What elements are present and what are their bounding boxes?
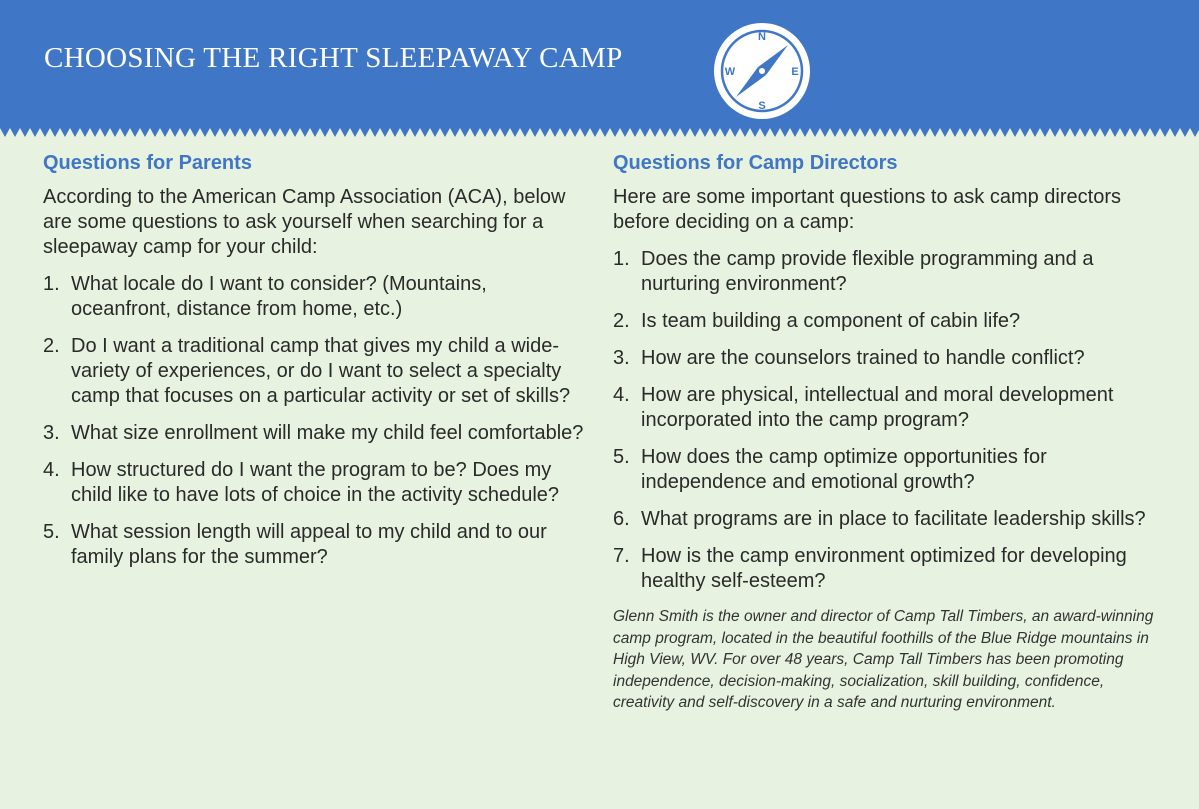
item-text: How is the camp environment optimized for developing healthy self-esteem? [641,545,1127,592]
item-number: 5. [613,446,630,468]
item-text: How are physical, intellectual and moral development incorporated into the camp program? [641,384,1114,431]
item-text: How does the camp optimize opportunities for independence and emotional growth? [641,446,1047,493]
list-item [613,309,1169,334]
item-text: What session length will appeal to my child and to our family plans for the summer? [71,521,547,568]
compass-east-label: E [791,66,799,78]
compass-north-label: N [758,31,766,43]
author-bio: Glenn Smith is the owner and director of Camp Tall Timbers, an award-winning camp program, located in the beautiful foothills of the Blue Ridge mountains in High View, WV. For over 48 years, Camp Tall Timbers has been promoting independence, decision-making, socialization, skill building, confidence, creativity and self-discovery in a safe and nurturing environment. [613,608,1154,711]
item-text: What locale do I want to consider? (Mountains, oceanfront, distance from home, etc.) [71,273,487,320]
parents-intro: According to the American Camp Association (ACA), below are some questions to ask yourself when searching for a sleepaway camp for your child: [43,186,566,258]
list-item [43,421,588,446]
list-item [43,272,588,322]
zigzag-divider [0,128,1199,144]
item-number: 7. [613,545,630,567]
item-text: What programs are in place to facilitate leadership skills? [641,508,1146,530]
list-item [43,520,588,570]
directors-question-list [613,247,1169,594]
item-number: 3. [43,422,60,444]
item-text: Do I want a traditional camp that gives my child a wide-variety of experiences, or do I want to select a specialty camp that focuses on a particular activity or set of skills? [71,335,571,407]
item-text: How are the counselors trained to handle conflict? [641,347,1085,369]
item-text: Is team building a component of cabin life? [641,310,1021,332]
item-number: 1. [43,273,60,295]
item-number: 4. [613,384,630,406]
list-item [613,507,1169,532]
directors-intro: Here are some important questions to ask camp directors before deciding on a camp: [613,186,1121,233]
item-number: 1. [613,248,630,270]
list-item [43,458,588,508]
item-number: 4. [43,459,60,481]
compass-icon [712,21,812,121]
item-text: How structured do I want the program to be? Does my child like to have lots of choice in the activity schedule? [71,459,560,506]
item-text: Does the camp provide flexible programming and a nurturing environment? [641,248,1094,295]
list-item [613,544,1169,594]
list-item [613,445,1169,495]
parents-heading: Questions for Parents [43,152,252,174]
item-text: What size enrollment will make my child feel comfortable? [71,422,584,444]
page-title: CHOOSING THE RIGHT SLEEPAWAY CAMP [44,42,623,74]
directors-heading: Questions for Camp Directors [613,152,898,174]
parents-column [43,152,588,582]
compass-south-label: S [758,100,766,112]
parents-question-list [43,272,588,570]
item-number: 5. [43,521,60,543]
item-number: 2. [43,335,60,357]
item-number: 2. [613,310,630,332]
item-number: 6. [613,508,630,530]
directors-column [613,152,1169,714]
list-item [43,334,588,409]
list-item [613,383,1169,433]
compass-west-label: W [724,66,736,78]
list-item [613,346,1169,371]
header-banner [0,0,1199,132]
list-item [613,247,1169,297]
item-number: 3. [613,347,630,369]
